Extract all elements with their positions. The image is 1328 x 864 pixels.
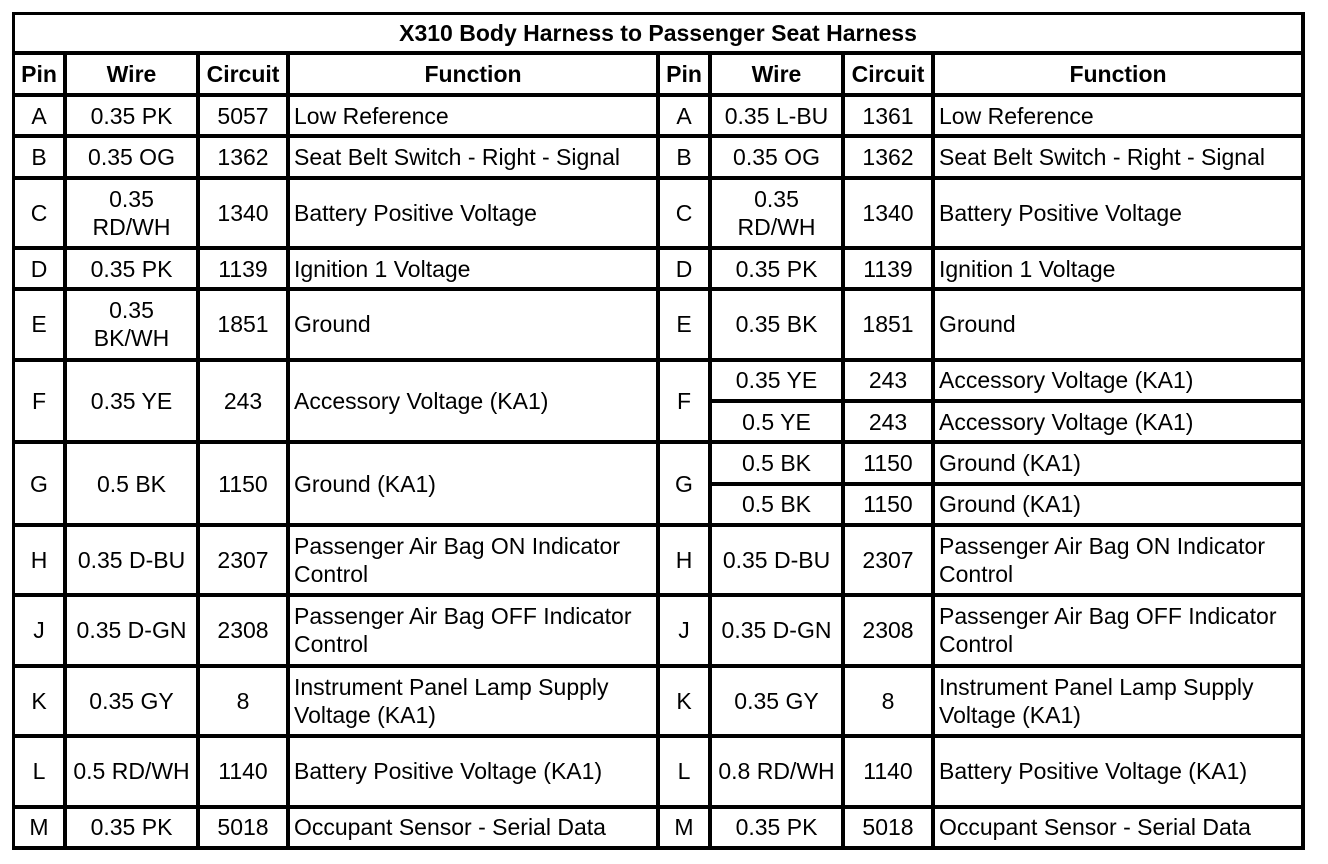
left-pin-cell: A <box>15 97 67 138</box>
right-function-cell: Ground (KA1) <box>935 444 1305 485</box>
table-row <box>15 738 1305 808</box>
left-function-cell: Seat Belt Switch - Right - Signal <box>290 138 660 179</box>
left-wire-cell: 0.35 GY <box>67 668 200 738</box>
right-wire-cell: 0.8 RD/WH <box>712 738 845 808</box>
right-wire-cell: 0.35 D-BU <box>712 527 845 597</box>
right-pin-cell: L <box>660 738 712 808</box>
connector-table <box>12 12 1305 850</box>
left-pin-cell: M <box>15 809 67 850</box>
right-function-cell: Ground (KA1) <box>935 486 1305 527</box>
header-wire-left: Wire <box>67 55 200 97</box>
right-pin-cell: A <box>660 97 712 138</box>
left-wire-cell: 0.5 BK <box>67 444 200 527</box>
left-wire-cell: 0.35 OG <box>67 138 200 179</box>
right-pin-cell: H <box>660 527 712 597</box>
left-wire-cell: 0.35 YE <box>67 362 200 445</box>
right-wire-cell: 0.5 BK <box>712 444 845 485</box>
left-circuit-cell: 1139 <box>200 250 290 291</box>
right-pin-cell: J <box>660 597 712 667</box>
right-function-cell: Ground <box>935 291 1305 361</box>
right-pin-cell: F <box>660 362 712 445</box>
left-wire-cell: 0.5 RD/WH <box>67 738 200 808</box>
table-row <box>15 597 1305 667</box>
table-title: X310 Body Harness to Passenger Seat Harness <box>15 15 1305 55</box>
left-function-cell: Ground <box>290 291 660 361</box>
right-function-cell: Passenger Air Bag ON Indicator Control <box>935 527 1305 597</box>
right-wire-cell: 0.35 BK <box>712 291 845 361</box>
left-circuit-cell: 5057 <box>200 97 290 138</box>
right-function-cell: Battery Positive Voltage (KA1) <box>935 738 1305 808</box>
right-function-cell: Instrument Panel Lamp Supply Voltage (KA1) <box>935 668 1305 738</box>
table-row <box>15 444 1305 485</box>
left-circuit-cell: 1150 <box>200 444 290 527</box>
left-function-cell: Accessory Voltage (KA1) <box>290 362 660 445</box>
left-function-cell: Battery Positive Voltage <box>290 180 660 250</box>
left-pin-cell: J <box>15 597 67 667</box>
left-function-cell: Passenger Air Bag OFF Indicator Control <box>290 597 660 667</box>
right-circuit-cell: 1140 <box>845 738 935 808</box>
table-row <box>15 362 1305 403</box>
left-pin-cell: F <box>15 362 67 445</box>
header-function-left: Function <box>290 55 660 97</box>
right-wire-cell: 0.35 YE <box>712 362 845 403</box>
left-wire-cell: 0.35 BK/WH <box>67 291 200 361</box>
right-pin-cell: M <box>660 809 712 850</box>
header-circuit-right: Circuit <box>845 55 935 97</box>
table-row <box>15 250 1305 291</box>
right-pin-cell: C <box>660 180 712 250</box>
table-row <box>15 138 1305 179</box>
right-wire-cell: 0.5 YE <box>712 403 845 444</box>
right-circuit-cell: 2308 <box>845 597 935 667</box>
left-function-cell: Instrument Panel Lamp Supply Voltage (KA1) <box>290 668 660 738</box>
left-pin-cell: H <box>15 527 67 597</box>
header-function-right: Function <box>935 55 1305 97</box>
right-function-cell: Battery Positive Voltage <box>935 180 1305 250</box>
left-circuit-cell: 1362 <box>200 138 290 179</box>
right-circuit-cell: 243 <box>845 362 935 403</box>
header-pin-right: Pin <box>660 55 712 97</box>
left-pin-cell: K <box>15 668 67 738</box>
left-pin-cell: E <box>15 291 67 361</box>
right-circuit-cell: 1139 <box>845 250 935 291</box>
left-circuit-cell: 1140 <box>200 738 290 808</box>
left-pin-cell: B <box>15 138 67 179</box>
right-wire-cell: 0.35 GY <box>712 668 845 738</box>
right-circuit-cell: 8 <box>845 668 935 738</box>
right-circuit-cell: 1361 <box>845 97 935 138</box>
left-function-cell: Battery Positive Voltage (KA1) <box>290 738 660 808</box>
right-function-cell: Ignition 1 Voltage <box>935 250 1305 291</box>
right-circuit-cell: 5018 <box>845 809 935 850</box>
left-wire-cell: 0.35 PK <box>67 250 200 291</box>
table-row <box>15 180 1305 250</box>
right-circuit-cell: 1362 <box>845 138 935 179</box>
left-circuit-cell: 2308 <box>200 597 290 667</box>
right-pin-cell: K <box>660 668 712 738</box>
right-circuit-cell: 1340 <box>845 180 935 250</box>
left-pin-cell: G <box>15 444 67 527</box>
right-circuit-cell: 1150 <box>845 486 935 527</box>
table-row <box>15 668 1305 738</box>
left-circuit-cell: 1851 <box>200 291 290 361</box>
right-wire-cell: 0.35 PK <box>712 809 845 850</box>
left-function-cell: Occupant Sensor - Serial Data <box>290 809 660 850</box>
right-function-cell: Seat Belt Switch - Right - Signal <box>935 138 1305 179</box>
right-function-cell: Passenger Air Bag OFF Indicator Control <box>935 597 1305 667</box>
left-circuit-cell: 243 <box>200 362 290 445</box>
left-wire-cell: 0.35 PK <box>67 97 200 138</box>
left-wire-cell: 0.35 RD/WH <box>67 180 200 250</box>
right-circuit-cell: 1851 <box>845 291 935 361</box>
left-circuit-cell: 8 <box>200 668 290 738</box>
right-function-cell: Accessory Voltage (KA1) <box>935 362 1305 403</box>
right-wire-cell: 0.35 PK <box>712 250 845 291</box>
left-wire-cell: 0.35 D-BU <box>67 527 200 597</box>
right-pin-cell: G <box>660 444 712 527</box>
left-circuit-cell: 5018 <box>200 809 290 850</box>
right-wire-cell: 0.5 BK <box>712 486 845 527</box>
right-circuit-cell: 1150 <box>845 444 935 485</box>
right-wire-cell: 0.35 OG <box>712 138 845 179</box>
right-pin-cell: E <box>660 291 712 361</box>
header-wire-right: Wire <box>712 55 845 97</box>
right-wire-cell: 0.35 D-GN <box>712 597 845 667</box>
table-row <box>15 809 1305 850</box>
left-circuit-cell: 1340 <box>200 180 290 250</box>
header-circuit-left: Circuit <box>200 55 290 97</box>
right-function-cell: Low Reference <box>935 97 1305 138</box>
table-row <box>15 97 1305 138</box>
left-function-cell: Passenger Air Bag ON Indicator Control <box>290 527 660 597</box>
right-circuit-cell: 243 <box>845 403 935 444</box>
left-function-cell: Ignition 1 Voltage <box>290 250 660 291</box>
left-function-cell: Low Reference <box>290 97 660 138</box>
table-row <box>15 527 1305 597</box>
table-row <box>15 291 1305 361</box>
left-circuit-cell: 2307 <box>200 527 290 597</box>
right-pin-cell: B <box>660 138 712 179</box>
left-pin-cell: L <box>15 738 67 808</box>
right-function-cell: Accessory Voltage (KA1) <box>935 403 1305 444</box>
right-wire-cell: 0.35 L-BU <box>712 97 845 138</box>
left-wire-cell: 0.35 PK <box>67 809 200 850</box>
right-wire-cell: 0.35 RD/WH <box>712 180 845 250</box>
header-pin-left: Pin <box>15 55 67 97</box>
right-pin-cell: D <box>660 250 712 291</box>
left-function-cell: Ground (KA1) <box>290 444 660 527</box>
left-wire-cell: 0.35 D-GN <box>67 597 200 667</box>
left-pin-cell: D <box>15 250 67 291</box>
left-pin-cell: C <box>15 180 67 250</box>
right-circuit-cell: 2307 <box>845 527 935 597</box>
right-function-cell: Occupant Sensor - Serial Data <box>935 809 1305 850</box>
table-body <box>15 97 1305 850</box>
